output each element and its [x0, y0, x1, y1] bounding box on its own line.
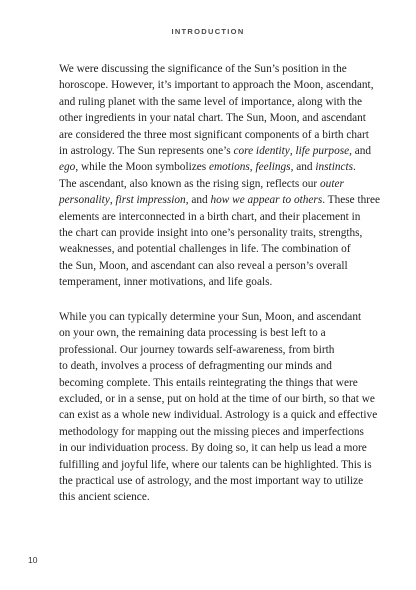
- text-line: [59, 110, 367, 126]
- text-line: [59, 440, 367, 456]
- text-line: [59, 325, 367, 341]
- body-text: professional. Our journey towards self-awareness, from birth: [59, 343, 335, 356]
- body-text: , and: [185, 194, 211, 207]
- body-text: excluded, or in a sense, put on hold at the time of our birth, so that we: [59, 393, 375, 406]
- body-text: can exist as a whole new individual. Astrology is a quick and effective: [59, 409, 378, 422]
- running-head: INTRODUCTION: [171, 27, 245, 36]
- text-line: [59, 176, 367, 192]
- text-line: [59, 209, 367, 225]
- emphasis-text: instincts: [315, 161, 354, 174]
- body-text: on your own, the remaining data processing is best left to a: [59, 327, 326, 340]
- text-line: [59, 424, 367, 440]
- paragraph-1: [59, 61, 381, 291]
- body-text: , and: [349, 145, 372, 158]
- body-text: .: [353, 161, 356, 174]
- body-text: horoscope. However, it’s important to approach the Moon, ascendant,: [59, 79, 374, 92]
- emphasis-text: ego: [59, 161, 76, 174]
- text-line: [59, 358, 367, 374]
- body-text: temperament, inner motivations, and life goals.: [59, 276, 273, 289]
- text-line: [59, 407, 378, 423]
- body-text: becoming complete. This entails reintegrating the things that were: [59, 376, 358, 389]
- text-line: [59, 143, 372, 159]
- emphasis-text: feelings: [255, 161, 291, 174]
- body-text: While you can typically determine your Sun, Moon, and ascendant: [59, 311, 362, 323]
- body-text: . These three: [322, 194, 381, 207]
- text-line: [59, 61, 367, 77]
- body-text: , while the Moon symbolizes: [75, 161, 209, 174]
- text-line: [59, 375, 367, 391]
- body-text: this ancient science.: [59, 491, 150, 504]
- body-text: ,: [109, 194, 116, 207]
- text-line: [59, 489, 367, 505]
- body-text: ,: [289, 145, 296, 158]
- emphasis-text: how we appear to others: [210, 194, 323, 207]
- paragraph-2: [59, 309, 378, 506]
- text-line: [59, 77, 374, 93]
- emphasis-text: core identity: [233, 145, 290, 158]
- body-text: other ingredients in your natal chart. The Sun, Moon, and ascendant: [59, 112, 366, 125]
- body-text: and ruling planet with the same level of importance, along with the: [59, 95, 363, 108]
- body-text: to death, involves a process of defragmenting our minds and: [59, 360, 332, 373]
- body-text: We were discussing the significance of the Sun’s position in the: [59, 63, 347, 75]
- text-line: [59, 94, 367, 110]
- body-text: ,: [249, 161, 256, 174]
- text-line: [59, 192, 381, 208]
- text-line: [59, 342, 367, 358]
- text-line: [59, 391, 375, 407]
- body-text: weaknesses, and potential challenges in life. The combination of: [59, 243, 351, 256]
- body-text: methodology for mapping out the missing pieces and imperfections: [59, 425, 364, 438]
- body-text: in astrology. The Sun represents one’s: [59, 145, 234, 158]
- emphasis-text: outer: [320, 177, 344, 190]
- body-text: fulfilling and joyful life, where our talents can be highlighted. This is: [59, 458, 372, 471]
- text-line: [59, 457, 372, 473]
- body-text: , and: [290, 161, 316, 174]
- body-text: the Sun, Moon, and ascendant can also reveal a person’s overall: [59, 259, 348, 272]
- emphasis-text: first impression: [115, 194, 186, 207]
- text-line: [59, 258, 367, 274]
- body-text: the practical use of astrology, and the most important way to utilize: [59, 475, 364, 488]
- text-line: [59, 309, 367, 325]
- body-text: The ascendant, also known as the rising sign, reflects our: [59, 177, 321, 190]
- emphasis-text: personality: [59, 194, 110, 207]
- body-text: in our individuation process. By doing so, it can help us lead a more: [59, 442, 367, 455]
- text-line: [59, 241, 367, 257]
- emphasis-text: emotions: [208, 161, 250, 174]
- emphasis-text: life purpose: [295, 145, 350, 158]
- text-line: [59, 225, 367, 241]
- text-line: [59, 274, 367, 290]
- body-text: elements are interconnected in a birth chart, and their placement in: [59, 210, 361, 223]
- text-line: [59, 473, 367, 489]
- page-number: 10: [28, 555, 38, 565]
- text-line: [59, 159, 367, 175]
- body-text: the chart can provide insight into one’s personality traits, strengths,: [59, 227, 363, 240]
- text-line: [59, 127, 367, 143]
- body-text: are considered the three most significant components of a birth chart: [59, 128, 369, 141]
